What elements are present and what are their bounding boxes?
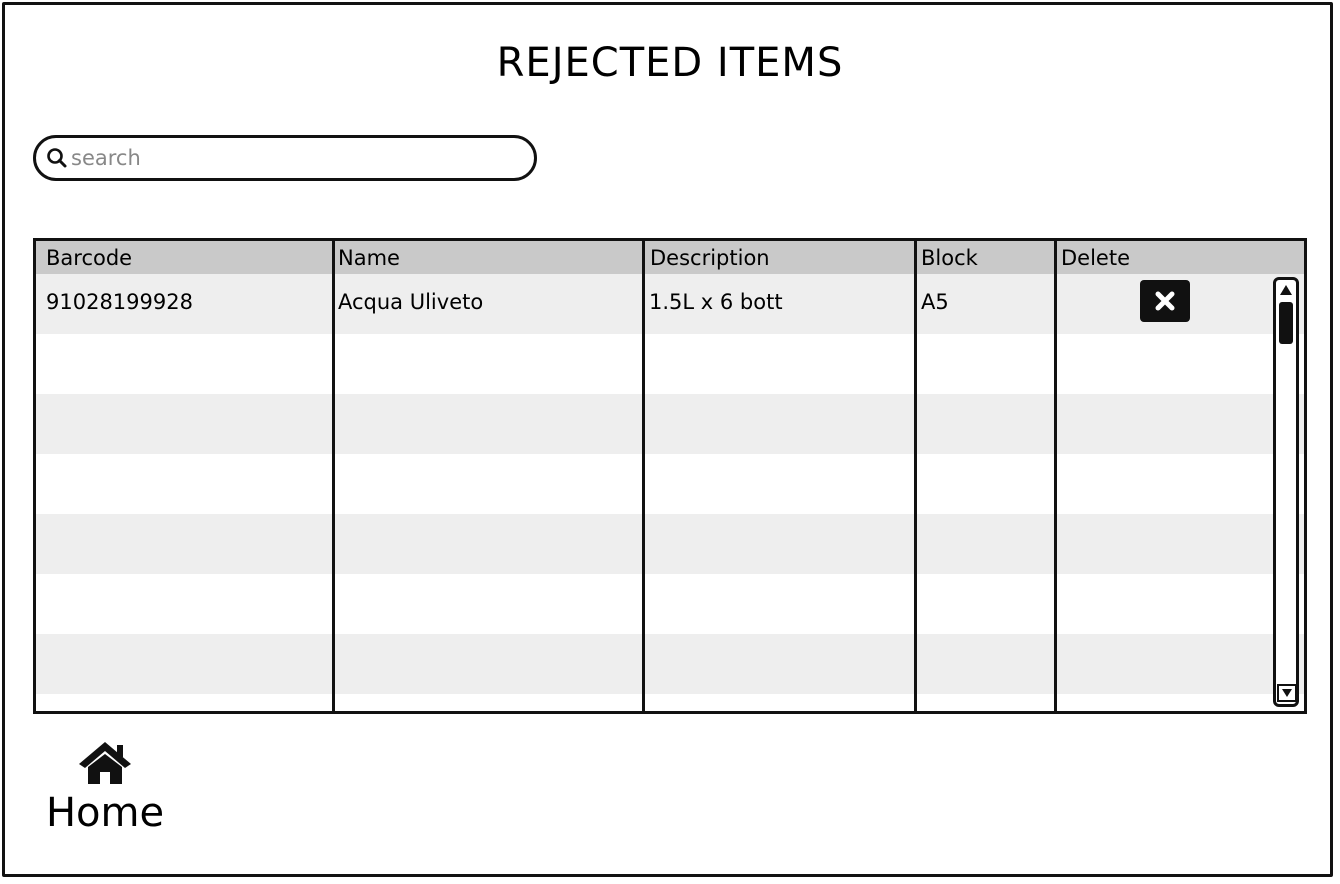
delete-button[interactable] bbox=[1140, 280, 1190, 322]
cell-name: Acqua Uliveto bbox=[338, 290, 484, 314]
cell-block: A5 bbox=[921, 290, 949, 314]
column-divider bbox=[332, 241, 335, 711]
column-header-block: Block bbox=[921, 246, 978, 270]
table-header bbox=[36, 241, 1304, 274]
arrow-down-icon bbox=[1281, 688, 1293, 698]
column-divider bbox=[1054, 241, 1057, 711]
table-row[interactable] bbox=[36, 574, 1304, 634]
column-header-delete: Delete bbox=[1061, 246, 1130, 270]
vertical-scrollbar[interactable] bbox=[1273, 277, 1299, 707]
table-row[interactable] bbox=[36, 334, 1304, 394]
cell-description: 1.5L x 6 bott bbox=[649, 290, 783, 314]
table-row[interactable] bbox=[36, 274, 1304, 334]
close-icon bbox=[1152, 288, 1178, 314]
rejected-items-table bbox=[33, 238, 1307, 714]
scroll-thumb[interactable] bbox=[1279, 302, 1293, 344]
column-header-name: Name bbox=[338, 246, 400, 270]
page-title: REJECTED ITEMS bbox=[496, 40, 844, 86]
home-icon bbox=[38, 740, 172, 786]
table-row[interactable] bbox=[36, 514, 1304, 574]
search-input[interactable] bbox=[71, 146, 501, 170]
search-box[interactable] bbox=[33, 135, 537, 181]
home-button[interactable] bbox=[38, 740, 172, 850]
column-header-barcode: Barcode bbox=[46, 246, 133, 270]
column-divider bbox=[642, 241, 645, 711]
scroll-down-button[interactable] bbox=[1277, 684, 1297, 702]
table-row[interactable] bbox=[36, 454, 1304, 514]
search-icon bbox=[45, 146, 69, 170]
column-divider bbox=[914, 241, 917, 711]
arrow-up-icon bbox=[1279, 284, 1293, 296]
scroll-up-button[interactable] bbox=[1278, 282, 1294, 298]
cell-barcode: 91028199928 bbox=[46, 290, 193, 314]
column-header-description: Description bbox=[650, 246, 770, 270]
home-label: Home bbox=[45, 790, 165, 836]
table-row[interactable] bbox=[36, 394, 1304, 454]
table-row[interactable] bbox=[36, 634, 1304, 694]
